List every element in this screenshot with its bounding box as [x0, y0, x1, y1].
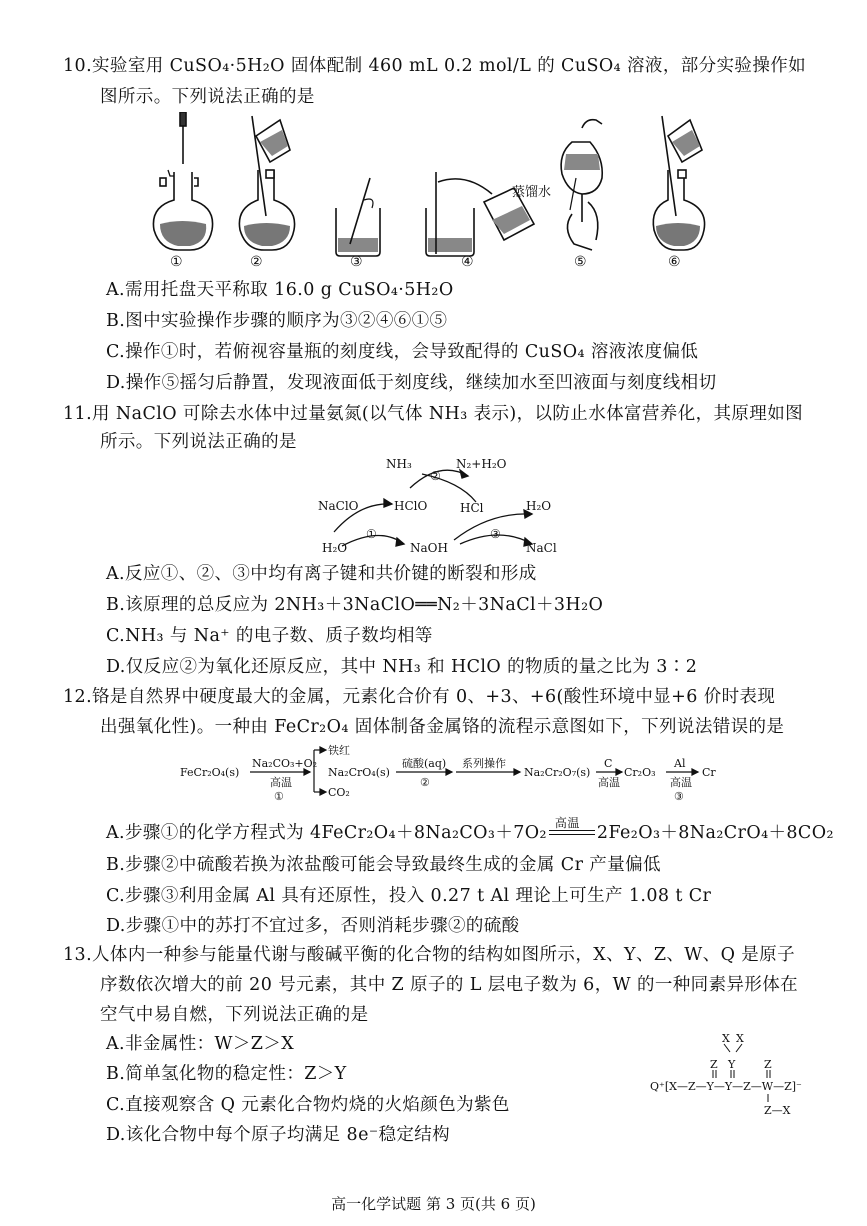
hclo-label: HClO: [394, 499, 428, 513]
flow-cr: Cr: [702, 766, 716, 779]
struct-z-right: Z: [764, 1058, 772, 1071]
q12-option-a-lhs: A.步骤①的化学方程式为 4FeCr₂O₄＋8Na₂CO₃＋7O₂: [106, 823, 547, 843]
equation-condition: 高温: [554, 816, 580, 830]
struct-z-left: Z: [710, 1058, 718, 1071]
q11-option-c: C.NH₃ 与 Na⁺ 的电子数、质子数均相等: [106, 626, 433, 646]
flow-cond2: 高温: [598, 776, 620, 789]
flask-inverting: [561, 120, 602, 250]
struct-z-down: Z—X: [764, 1104, 791, 1117]
flask-pouring-2: [653, 116, 704, 250]
h2o-top-label: H₂O: [526, 499, 552, 513]
flow-ops: 系列操作: [462, 757, 506, 770]
flow-step2: ②: [420, 776, 430, 789]
flow-cond3: 高温: [670, 776, 692, 789]
q10-apparatus-figure: [150, 112, 710, 270]
q11-option-d: D.仅反应②为氧化还原反应，其中 NH₃ 和 HClO 的物质的量之比为 3∶2: [106, 657, 698, 677]
q13-option-c: C.直接观察含 Q 元素化合物灼烧的火焰颜色为紫色: [106, 1095, 510, 1115]
q11-option-b: B.该原理的总反应为 2NH₃＋3NaClO══N₂＋3NaCl＋3H₂O: [106, 595, 604, 615]
nacl-label: NaCl: [526, 541, 557, 555]
q13-structure-figure: [650, 1030, 820, 1126]
q12-option-b: B.步骤②中硫酸若换为浓盐酸可能会导致最终生成的金属 Cr 产量偏低: [106, 855, 661, 875]
nh3-label: NH₃: [386, 457, 412, 471]
q13-option-a: A.非金属性：W＞Z＞X: [106, 1034, 295, 1054]
step3-label: ③: [490, 527, 501, 541]
flow-step3: ③: [674, 790, 684, 803]
distilled-water-label: 蒸馏水: [512, 185, 552, 200]
q12-option-a: [106, 816, 834, 844]
flow-cr2o3: Cr₂O₃: [624, 766, 656, 779]
q13-stem-line2: 序数依次增大的前 20 号元素，其中 Z 原子的 L 层电子数为 6，W 的一种同素异形体在: [100, 975, 799, 995]
fig-label-5: ⑤: [574, 254, 587, 270]
q10-stem-line2: 图所示。下列说法正确的是: [100, 87, 315, 107]
struct-chain: Q⁺[X—Z—Y—Y—Z—W—Z]⁻: [650, 1080, 802, 1093]
fig-label-2: ②: [250, 254, 263, 270]
flow-na2cr2o7: Na₂Cr₂O₇(s): [524, 766, 591, 779]
q13-stem-line1: 13.人体内一种参与能量代谢与酸碱平衡的化合物的结构如图所示，X、Y、Z、W、Q 是原子: [63, 945, 795, 965]
struct-x2: X: [736, 1032, 744, 1045]
flow-na2cro4: Na₂CrO₄(s): [328, 766, 390, 779]
flask-with-dropper: [153, 112, 212, 250]
flow-iron-red: 铁红: [328, 744, 350, 757]
flow-reagent1: Na₂CO₃+O₂: [252, 757, 318, 770]
q10-option-d: D.操作⑤摇匀后静置，发现液面低于刻度线，继续加水至凹液面与刻度线相切: [106, 373, 717, 393]
flow-step1: ①: [274, 790, 284, 803]
q13-stem-line3: 空气中易自燃，下列说法正确的是: [100, 1005, 369, 1025]
q10-option-c: C.操作①时，若俯视容量瓶的刻度线，会导致配得的 CuSO₄ 溶液浓度偏低: [106, 342, 699, 362]
q11-stem-line1: 11.用 NaClO 可除去水体中过量氨氮(以气体 NH₃ 表示)，以防止水体富营养化，其原理如图: [63, 404, 804, 424]
flow-al: Al: [674, 757, 686, 770]
naoh-label: NaOH: [410, 541, 448, 555]
q10-stem-line1: 10.实验室用 CuSO₄·5H₂O 固体配制 460 mL 0.2 mol/L 的 CuSO₄ 溶液，部分实验操作如: [63, 56, 807, 76]
flow-c: C: [604, 757, 613, 770]
step1-label: ①: [366, 527, 377, 541]
naclo-label: NaClO: [318, 499, 359, 513]
beaker-stirring: [336, 178, 380, 256]
q12-option-c: C.步骤③利用金属 Al 具有还原性，投入 0.27 t Al 理论上可生产 1.08 t Cr: [106, 886, 712, 906]
step2-label: ②: [430, 469, 441, 483]
q12-stem-line1: 12.铬是自然界中硬度最大的金属，元素化合价有 0、+3、+6(酸性环境中显+6 价时表现: [63, 687, 776, 707]
fig-label-3: ③: [350, 254, 363, 270]
q10-option-a: A.需用托盘天平称取 16.0 g CuSO₄·5H₂O: [106, 280, 454, 300]
q13-option-d: D.该化合物中每个原子均满足 8e⁻稳定结构: [106, 1125, 451, 1145]
q12-process-flow: [180, 740, 720, 812]
fig-label-1: ①: [170, 254, 183, 270]
equation-arrow: [547, 816, 597, 844]
flow-co2: CO₂: [328, 786, 350, 799]
page-footer: 高一化学试题 第 3 页(共 6 页): [331, 1195, 536, 1213]
fig-label-6: ⑥: [668, 254, 681, 270]
flow-cond1: 高温: [270, 776, 292, 789]
q12-option-d: D.步骤①中的苏打不宜过多，否则消耗步骤②的硫酸: [106, 916, 520, 936]
q12-option-a-rhs: 2Fe₂O₃＋8Na₂CrO₄＋8CO₂: [596, 823, 834, 843]
flask-pouring: [239, 116, 294, 250]
q10-option-b: B.图中实验操作步骤的顺序为③②④⑥①⑤: [106, 311, 448, 331]
hcl-label: HCl: [460, 501, 484, 515]
flow-start: FeCr₂O₄(s): [180, 766, 240, 779]
q11-stem-line2: 所示。下列说法正确的是: [100, 432, 297, 452]
flow-reagent2: 硫酸(aq): [402, 757, 447, 770]
q11-reaction-diagram: [310, 452, 570, 558]
fig-label-4: ④: [461, 254, 474, 270]
struct-x1: X: [722, 1032, 730, 1045]
struct-y-up: Y: [728, 1058, 736, 1071]
q12-stem-line2: 出强氧化性)。一种由 FeCr₂O₄ 固体制备金属铬的流程示意图如下，下列说法错误的是: [100, 717, 785, 737]
h2o-left-label: H₂O: [322, 541, 348, 555]
q13-option-b: B.简单氢化物的稳定性：Z＞Y: [106, 1064, 347, 1084]
q11-option-a: A.反应①、②、③中均有离子键和共价键的断裂和形成: [106, 564, 537, 584]
n2-h2o-label: N₂+H₂O: [456, 457, 507, 471]
